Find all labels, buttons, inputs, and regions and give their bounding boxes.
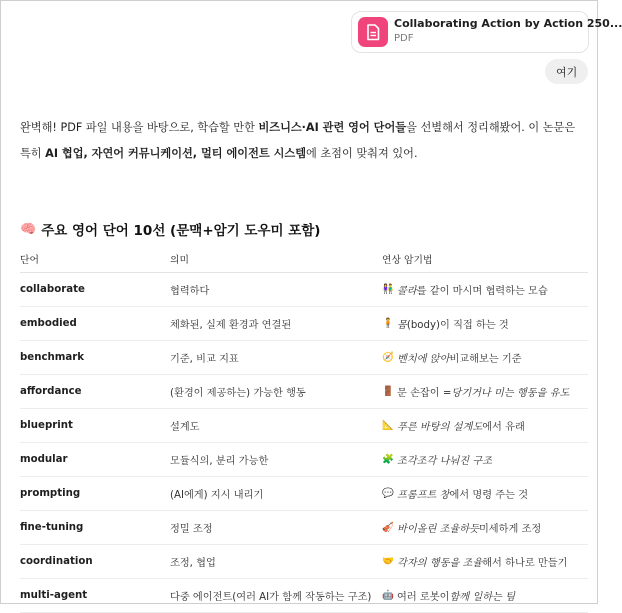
column-header-word: 단어 [20, 254, 39, 266]
section-heading [20, 219, 320, 239]
table-row [20, 375, 588, 409]
vocab-mnemonic [382, 409, 525, 442]
vocab-meaning: 체화된, 실제 환경과 연결된 [170, 320, 292, 331]
speech-bubble-icon: 💬 [382, 488, 394, 499]
vocab-mnemonic [382, 579, 515, 612]
mnemonic-emphasis: 바이올린 조율하듯 [397, 524, 479, 535]
intro-bold: AI 협업, 자연어 커뮤니케이션, 멀티 에이전트 시스템 [45, 147, 307, 160]
mnemonic-emphasis: 푸른 바탕의 설계도 [397, 422, 483, 433]
vocab-mnemonic [382, 341, 522, 374]
vocab-mnemonic [382, 307, 509, 340]
table-row [20, 511, 588, 545]
robot-icon: 🤖 [382, 590, 394, 601]
vocab-mnemonic [382, 443, 492, 476]
mnemonic-text: 해서 하나로 만들기 [482, 558, 568, 569]
vocab-meaning: 모듈식의, 분리 가능한 [170, 456, 269, 467]
table-row [20, 545, 588, 579]
vocab-meaning: 협력하다 [170, 286, 210, 297]
vocab-meaning: 설계도 [170, 422, 200, 433]
mnemonic-text: 에서 유래 [482, 422, 525, 433]
vocab-meaning: 기준, 비교 지표 [170, 354, 239, 365]
intro-text: 완벽해! PDF 파일 내용을 바탕으로, 학습할 만한 [20, 121, 259, 134]
intro-bold: 비즈니스·AI 관련 영어 단어들 [258, 121, 407, 134]
mnemonic-text: 를 같이 마시며 협력하는 모습 [416, 286, 548, 297]
attachment-filename: Collaborating Action by Action 250... [394, 17, 622, 30]
violin-icon: 🎻 [382, 522, 394, 533]
mnemonic-text: 문 손잡이 = [397, 388, 452, 399]
user-message-bubble [545, 59, 588, 84]
document-icon [358, 17, 388, 47]
mnemonic-emphasis: 콜라 [397, 286, 417, 297]
handshake-icon: 🤝 [382, 556, 394, 567]
mnemonic-emphasis: 함께 일하는 팀 [449, 592, 515, 603]
assistant-intro-paragraph [20, 115, 585, 167]
vocabulary-table [20, 245, 588, 613]
mnemonic-emphasis: 프롬프트 창 [397, 490, 450, 501]
table-row [20, 273, 588, 307]
mnemonic-text: 비교해보는 기준 [449, 354, 522, 365]
puzzle-icon: 🧩 [382, 454, 394, 465]
people-icon: 👫 [382, 284, 394, 295]
user-message-text: 여기 [556, 65, 578, 79]
vocab-word: multi-agent [20, 590, 88, 601]
vocab-word: benchmark [20, 352, 85, 363]
mnemonic-emphasis: 당기거나 미는 행동을 유도 [451, 388, 570, 399]
mnemonic-text: 여러 로봇이 [397, 592, 450, 603]
brain-icon: 🧠 [20, 221, 37, 237]
mnemonic-emphasis: 각자의 행동을 조율 [397, 558, 483, 569]
mnemonic-emphasis: 조각조각 나눠진 구조 [397, 456, 493, 467]
mnemonic-emphasis: 몸 [397, 320, 407, 331]
vocab-meaning: 정밀 조정 [170, 524, 213, 535]
table-row [20, 477, 588, 511]
column-header-mnemonic: 연상 암기법 [382, 254, 433, 266]
vocab-mnemonic [382, 477, 528, 510]
mnemonic-text: 에서 명령 주는 것 [449, 490, 529, 501]
vocab-meaning: 조정, 협업 [170, 558, 216, 569]
vocab-word: modular [20, 454, 68, 465]
mnemonic-emphasis: 벤치에 앉아 [397, 354, 450, 365]
person-icon: 🧍 [382, 318, 394, 329]
table-body [20, 273, 588, 613]
vocab-word: fine-tuning [20, 522, 84, 533]
column-header-meaning: 의미 [170, 254, 189, 266]
intro-text: 을 선별해서 정리해봤어. 이 논문은 특히 [20, 121, 576, 160]
vocab-word: collaborate [20, 284, 85, 295]
vocab-meaning: (AI에게) 지시 내리기 [170, 490, 264, 501]
table-row [20, 409, 588, 443]
table-row [20, 307, 588, 341]
vocab-mnemonic [382, 273, 548, 306]
section-heading-text: 주요 영어 단어 10선 (문맥+암기 도우미 포함) [41, 223, 321, 239]
vocab-meaning: 다중 에이전트(여러 AI가 함께 작동하는 구조) [170, 592, 372, 603]
mnemonic-text: 미세하게 조정 [478, 524, 542, 535]
attachment-filetype: PDF [394, 33, 414, 44]
compass-icon: 🧭 [382, 352, 394, 363]
table-row [20, 443, 588, 477]
vocab-word: embodied [20, 318, 77, 329]
vocab-mnemonic [382, 375, 569, 408]
table-row [20, 341, 588, 375]
intro-text: 에 초점이 맞춰져 있어. [306, 147, 418, 160]
mnemonic-text: (body)이 직접 하는 것 [406, 320, 509, 331]
door-icon: 🚪 [382, 386, 394, 397]
vocab-word: affordance [20, 386, 82, 397]
vocab-mnemonic [382, 545, 567, 578]
ruler-icon: 📐 [382, 420, 394, 431]
vocab-meaning: (환경이 제공하는) 가능한 행동 [170, 388, 306, 399]
pdf-attachment-card[interactable] [351, 11, 622, 53]
vocab-word: prompting [20, 488, 81, 499]
vocab-word: coordination [20, 556, 93, 567]
vocab-mnemonic [382, 511, 541, 544]
table-row [20, 579, 588, 613]
vocab-word: blueprint [20, 420, 73, 431]
table-header-row [20, 245, 588, 273]
